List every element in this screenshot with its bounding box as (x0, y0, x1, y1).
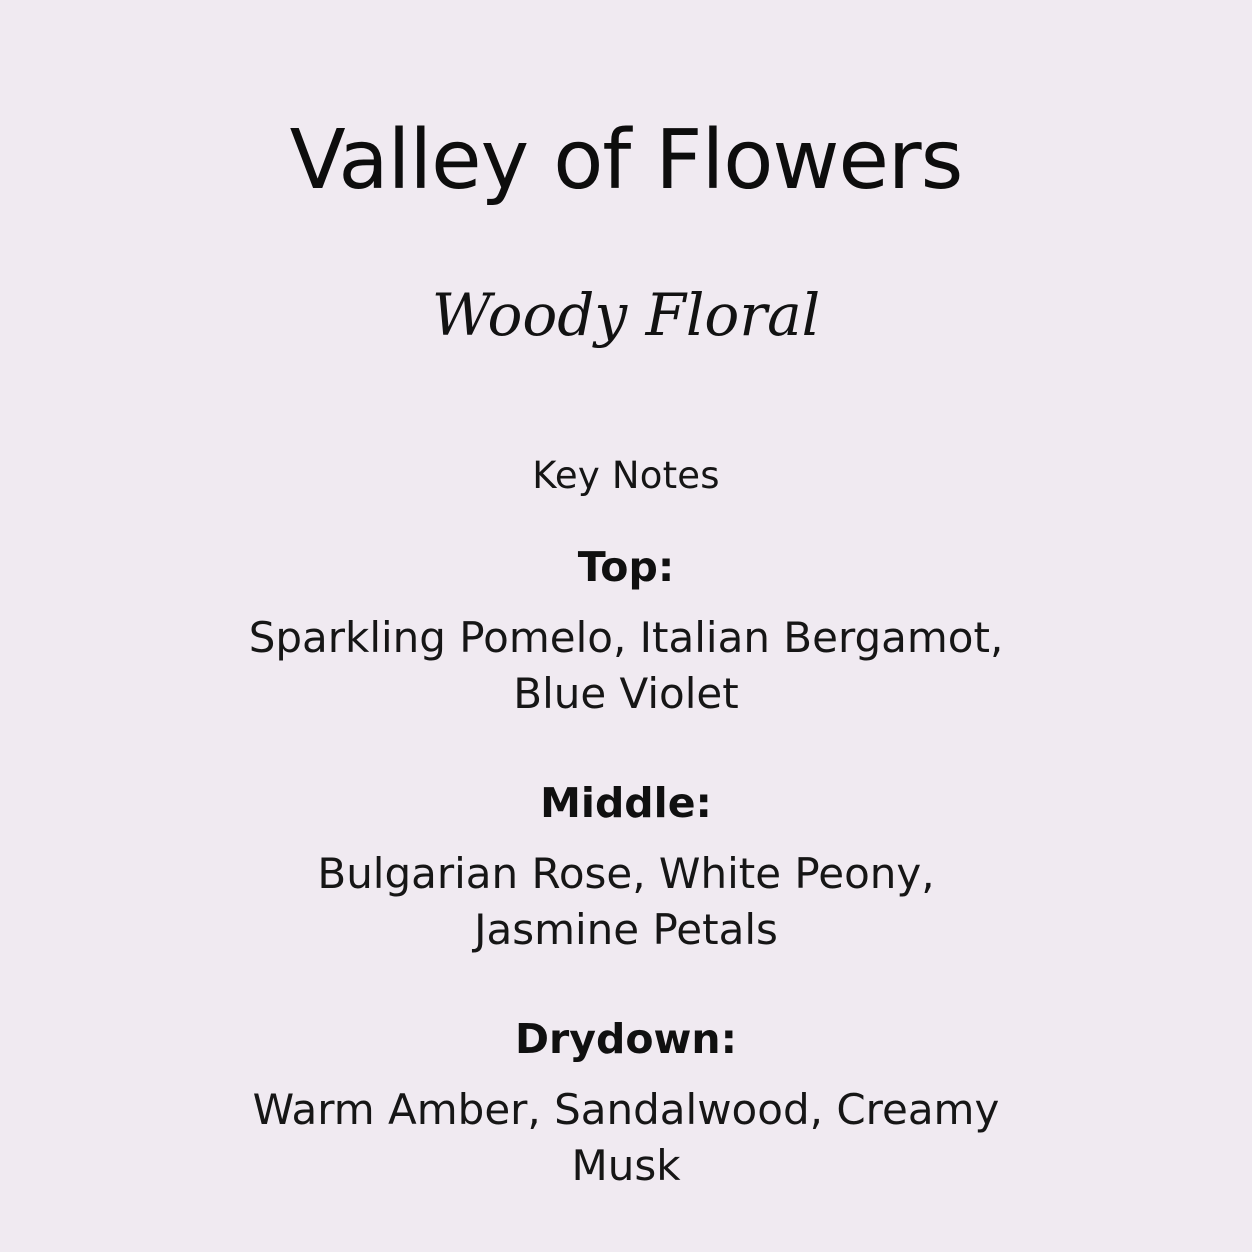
page-title: Valley of Flowers (289, 113, 963, 208)
key-notes-heading: Key Notes (532, 454, 720, 497)
note-label-drydown: Drydown: (515, 1015, 737, 1064)
note-group-top (90, 543, 1162, 721)
note-label-middle: Middle: (540, 779, 712, 828)
fragrance-family-subtitle: Woody Floral (431, 281, 821, 349)
note-group-middle (90, 779, 1162, 957)
note-value-top: Sparkling Pomelo, Italian Bergamot, Blue Violet (248, 613, 1004, 718)
note-group-drydown (90, 1015, 1162, 1193)
note-label-top: Top: (577, 543, 675, 591)
note-value-middle: Bulgarian Rose, White Peony, Jasmine Petals (317, 849, 935, 954)
note-value-drydown: Warm Amber, Sandalwood, Creamy Musk (252, 1085, 1000, 1190)
